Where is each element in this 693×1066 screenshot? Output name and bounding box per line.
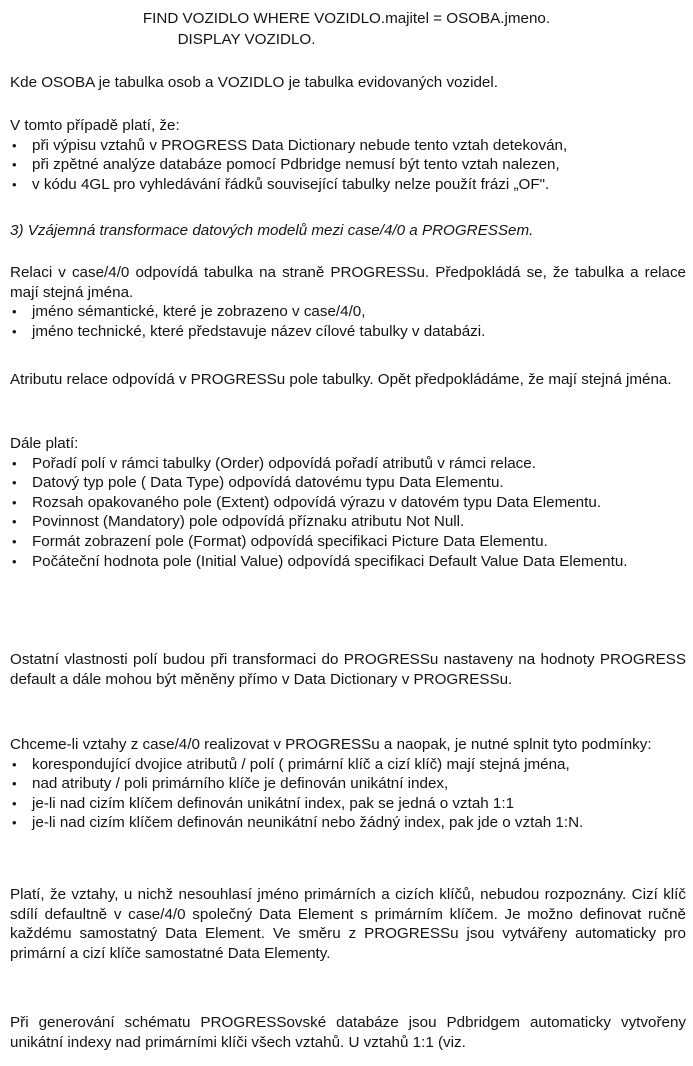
relation-section — [10, 263, 686, 341]
further-section — [10, 434, 686, 571]
conditions-list — [10, 755, 686, 833]
conditions-section — [10, 735, 686, 833]
list-item: • Povinnost (Mandatory) pole odpovídá příznaku atributu Not Null. — [10, 512, 686, 532]
generation-paragraph — [10, 1013, 686, 1052]
list-item: • je-li nad cizím klíčem definován unikátní index, pak se jedná o vztah 1:1 — [10, 794, 686, 814]
list-item: • Rozsah opakovaného pole (Extent) odpovídá výrazu v datovém typu Data Elementu. — [10, 493, 686, 513]
list-item: • jméno technické, které představuje název cílové tabulky v databázi. — [10, 322, 686, 342]
code-line-display: DISPLAY VOZIDLO. — [177, 31, 316, 48]
list-item: • Datový typ pole ( Data Type) odpovídá datovému typu Data Elementu. — [10, 473, 686, 493]
section-heading-block — [10, 221, 686, 241]
list-item: • jméno sémantické, které je zobrazeno v case/4/0, — [10, 302, 686, 322]
definition-text: Kde OSOBA je tabulka osob a VOZIDLO je tabulka evidovaných vozidel. — [10, 74, 498, 91]
list-item: • v kódu 4GL pro vyhledávání řádků související tabulky nelze použít frázi „OF". — [10, 175, 686, 195]
definition-paragraph — [10, 73, 686, 93]
list-item: • Formát zobrazení pole (Format) odpovídá specifikaci Picture Data Elementu. — [10, 532, 686, 552]
relation-list — [10, 302, 686, 341]
relation-text: Relaci v case/4/0 odpovídá tabulka na straně PROGRESSu. Předpokládá se, že tabulka a relace mají stejná jména. — [10, 264, 686, 301]
list-item: • Pořadí polí v rámci tabulky (Order) odpovídá pořadí atributů v rámci relace. — [10, 454, 686, 474]
list-item: • Počáteční hodnota pole (Initial Value) odpovídá specifikaci Default Value Data Elementu. — [10, 552, 686, 572]
consequences-section — [10, 116, 686, 194]
keys-paragraph — [10, 885, 686, 963]
further-list — [10, 454, 686, 572]
further-intro: Dále platí: — [10, 435, 79, 452]
consequences-list — [10, 136, 686, 195]
list-item: • při zpětné analýze databáze pomocí Pdbridge nemusí být tento vztah nalezen, — [10, 155, 686, 175]
list-item: • nad atributy / poli primárního klíče je definován unikátní index, — [10, 774, 686, 794]
section-heading: 3) Vzájemná transformace datových modelů mezi case/4/0 a PROGRESSem. — [10, 222, 534, 239]
code-line-find: FIND VOZIDLO WHERE VOZIDLO.majitel = OSOBA.jmeno. — [142, 10, 551, 27]
keys-text: Platí, že vztahy, u nichž nesouhlasí jméno primárních a cizích klíčů, nebudou rozpoznány. Cizí klíč sdílí defaultně v case/4/0 společný Data Element s primárním klíčem. Je možno definovat ručně každému samostatný Data Element. Ve směru z PROGRESSu jsou vytvářeny automaticky pro primární a cizí klíče samostatné Data Elementy. — [10, 886, 686, 962]
other-properties-paragraph — [10, 650, 686, 689]
list-item: • je-li nad cizím klíčem definován neunikátní nebo žádný index, pak jde o vztah 1:N. — [10, 813, 686, 833]
list-item: • korespondující dvojice atributů / polí ( primární klíč a cizí klíč) mají stejná jména, — [10, 755, 686, 775]
consequences-intro: V tomto případě platí, že: — [10, 117, 180, 134]
attribute-paragraph — [10, 370, 686, 390]
conditions-intro: Chceme-li vztahy z case/4/0 realizovat v PROGRESSu a naopak, je nutné splnit tyto podmínky: — [10, 736, 652, 753]
list-item: • při výpisu vztahů v PROGRESS Data Dictionary nebude tento vztah detekován, — [10, 136, 686, 156]
attribute-text: Atributu relace odpovídá v PROGRESSu pole tabulky. Opět předpokládáme, že mají stejná jména. — [10, 371, 672, 388]
other-properties-text: Ostatní vlastnosti polí budou při transformaci do PROGRESSu nastaveny na hodnoty PROGRESS default a dále mohou být měněny přímo v Data Dictionary v PROGRESSu. — [10, 651, 686, 688]
generation-text: Při generování schématu PROGRESSovské databáze jsou Pdbridgem automaticky vytvořeny unikátní indexy nad primárními klíči všech vztahů. U vztahů 1:1 (viz. — [10, 1014, 686, 1051]
